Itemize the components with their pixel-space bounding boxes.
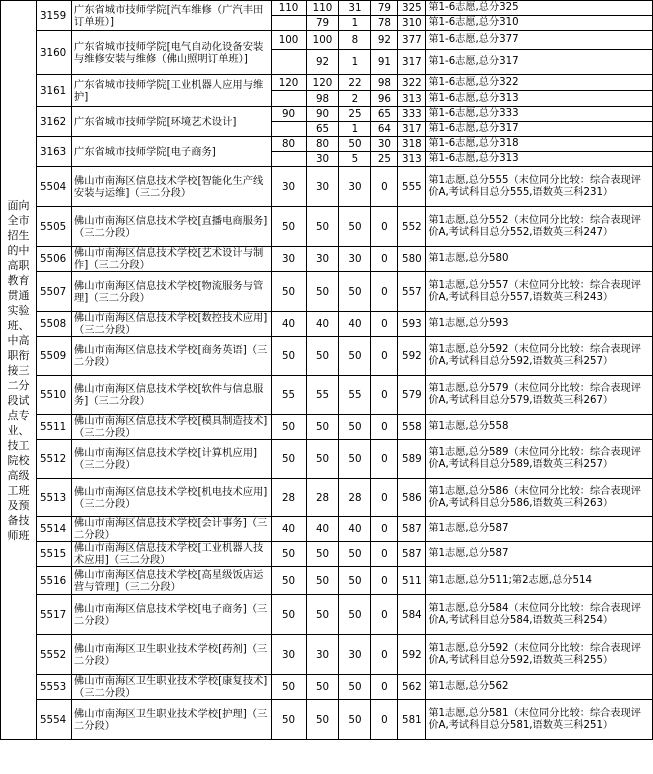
rank-count: 25	[339, 107, 371, 122]
admission-note: 第1志愿,总分587	[426, 542, 653, 567]
plan-count: 28	[271, 479, 306, 517]
plan-count: 50	[271, 595, 306, 635]
admission-note: 第1-6志愿,总分317	[426, 50, 653, 75]
program-code: 5512	[36, 440, 71, 479]
table-row	[1, 207, 653, 247]
admission-note: 第1志愿,总分584（末位同分比较：综合表现评价A,考试科目总分584,语数英三科254）	[426, 595, 653, 635]
remain-count: 0	[371, 415, 398, 440]
min-score: 579	[398, 376, 426, 415]
category-cell: 面向全市招生的中高职教育贯通实验班、中高职衔接三二分段试点专业、技工院校高级工班及预备技师班	[1, 1, 37, 740]
program-name: 广东省城市技师学院[电气自动化设备安装与维修安装与维修（佛山照明订单班）]	[71, 31, 271, 75]
table-row	[1, 1, 653, 16]
program-name: 广东省城市技师学院[汽车维修（广汽丰田订单班）]	[71, 1, 271, 31]
program-code: 3162	[36, 107, 71, 137]
admission-note: 第1-6志愿,总分310	[426, 16, 653, 31]
remain-count: 0	[371, 675, 398, 700]
min-score: 313	[398, 152, 426, 167]
admit-count: 79	[306, 16, 339, 31]
table-row	[1, 107, 653, 122]
remain-count: 0	[371, 272, 398, 312]
admit-count: 50	[306, 567, 339, 595]
program-name: 佛山市南海区卫生职业技术学校[药剂]（三二分段）	[71, 635, 271, 675]
plan-count: 80	[271, 137, 306, 152]
min-score: 592	[398, 635, 426, 675]
program-code: 5504	[36, 167, 71, 207]
admit-count: 50	[306, 272, 339, 312]
min-score: 580	[398, 247, 426, 272]
table-row	[1, 75, 653, 91]
admit-count: 40	[306, 517, 339, 542]
admission-note: 第1志愿,总分581（末位同分比较：综合表现评价A,考试科目总分581,语数英三科251）	[426, 700, 653, 740]
table-row	[1, 517, 653, 542]
plan-count: 100	[271, 31, 306, 50]
remain-count: 0	[371, 635, 398, 675]
remain-count: 0	[371, 479, 398, 517]
plan-count: 110	[271, 1, 306, 16]
min-score: 557	[398, 272, 426, 312]
admission-note: 第1志愿,总分552（末位同分比较：综合表现评价A,考试科目总分552,语数英三科247）	[426, 207, 653, 247]
program-code: 5554	[36, 700, 71, 740]
table-row	[1, 247, 653, 272]
admission-note: 第1志愿,总分557（末位同分比较：综合表现评价A,考试科目总分557,语数英三科243）	[426, 272, 653, 312]
remain-count: 0	[371, 440, 398, 479]
remain-count: 96	[371, 91, 398, 107]
remain-count: 0	[371, 337, 398, 376]
min-score: 310	[398, 16, 426, 31]
remain-count: 98	[371, 75, 398, 91]
admit-count: 30	[306, 247, 339, 272]
min-score: 589	[398, 440, 426, 479]
plan-count: 30	[271, 247, 306, 272]
plan-count	[271, 91, 306, 107]
program-code: 3160	[36, 31, 71, 75]
program-name: 佛山市南海区卫生职业技术学校[护理]（三二分段）	[71, 700, 271, 740]
rank-count: 5	[339, 152, 371, 167]
min-score: 581	[398, 700, 426, 740]
admit-count: 100	[306, 31, 339, 50]
admission-note: 第1志愿,总分580	[426, 247, 653, 272]
min-score: 511	[398, 567, 426, 595]
program-code: 5515	[36, 542, 71, 567]
admission-note: 第1志愿,总分592（末位同分比较：综合表现评价A,考试科目总分592,语数英三科257）	[426, 337, 653, 376]
plan-count: 50	[271, 542, 306, 567]
plan-count: 50	[271, 415, 306, 440]
admit-count: 30	[306, 152, 339, 167]
min-score: 325	[398, 1, 426, 16]
min-score: 333	[398, 107, 426, 122]
program-code: 5508	[36, 312, 71, 337]
program-name: 佛山市南海区信息技术学校[软件与信息服务]（三二分段）	[71, 376, 271, 415]
min-score: 322	[398, 75, 426, 91]
admission-note: 第1-6志愿,总分317	[426, 122, 653, 137]
remain-count: 0	[371, 700, 398, 740]
program-name: 佛山市南海区信息技术学校[电子商务]（三二分段）	[71, 595, 271, 635]
plan-count: 30	[271, 167, 306, 207]
program-code: 3163	[36, 137, 71, 167]
remain-count: 0	[371, 376, 398, 415]
program-code: 5553	[36, 675, 71, 700]
remain-count: 25	[371, 152, 398, 167]
min-score: 377	[398, 31, 426, 50]
rank-count: 50	[339, 415, 371, 440]
min-score: 593	[398, 312, 426, 337]
program-name: 佛山市南海区信息技术学校[工业机器人技术应用]（三二分段）	[71, 542, 271, 567]
program-code: 5513	[36, 479, 71, 517]
table-row	[1, 567, 653, 595]
program-code: 5505	[36, 207, 71, 247]
admit-count: 28	[306, 479, 339, 517]
rank-count: 50	[339, 337, 371, 376]
rank-count: 50	[339, 542, 371, 567]
admit-count: 110	[306, 1, 339, 16]
admit-count: 30	[306, 167, 339, 207]
rank-count: 1	[339, 16, 371, 31]
admit-count: 55	[306, 376, 339, 415]
table-row	[1, 312, 653, 337]
program-code: 5552	[36, 635, 71, 675]
table-row	[1, 167, 653, 207]
plan-count	[271, 16, 306, 31]
program-name: 广东省城市技师学院[电子商务]	[71, 137, 271, 167]
admission-note: 第1志愿,总分592（末位同分比较：综合表现评价A,考试科目总分592,语数英三科255）	[426, 635, 653, 675]
table-row	[1, 376, 653, 415]
admission-note: 第1志愿,总分555（末位同分比较：综合表现评价A,考试科目总分555,语数英三科231）	[426, 167, 653, 207]
program-name: 广东省城市技师学院[环境艺术设计]	[71, 107, 271, 137]
remain-count: 0	[371, 542, 398, 567]
table-row	[1, 595, 653, 635]
table-row	[1, 31, 653, 50]
admission-note: 第1志愿,总分558	[426, 415, 653, 440]
rank-count: 50	[339, 207, 371, 247]
plan-count: 50	[271, 675, 306, 700]
program-name: 佛山市南海区卫生职业技术学校[康复技术]（三二分段）	[71, 675, 271, 700]
admit-count: 65	[306, 122, 339, 137]
admission-note: 第1-6志愿,总分333	[426, 107, 653, 122]
admission-note: 第1-6志愿,总分322	[426, 75, 653, 91]
plan-count: 120	[271, 75, 306, 91]
remain-count: 78	[371, 16, 398, 31]
remain-count: 0	[371, 517, 398, 542]
plan-count: 50	[271, 207, 306, 247]
admission-note: 第1志愿,总分587	[426, 517, 653, 542]
admission-note: 第1志愿,总分579（末位同分比较：综合表现评价A,考试科目总分579,语数英三科267）	[426, 376, 653, 415]
table-row	[1, 440, 653, 479]
plan-count	[271, 122, 306, 137]
rank-count: 28	[339, 479, 371, 517]
remain-count: 0	[371, 167, 398, 207]
remain-count: 0	[371, 247, 398, 272]
program-name: 佛山市南海区信息技术学校[机电技术应用]（三二分段）	[71, 479, 271, 517]
program-name: 佛山市南海区信息技术学校[计算机应用]（三二分段）	[71, 440, 271, 479]
min-score: 318	[398, 137, 426, 152]
program-code: 5509	[36, 337, 71, 376]
admission-note: 第1志愿,总分562	[426, 675, 653, 700]
program-code: 3161	[36, 75, 71, 107]
plan-count: 55	[271, 376, 306, 415]
rank-count: 2	[339, 91, 371, 107]
rank-count: 55	[339, 376, 371, 415]
admit-count: 50	[306, 700, 339, 740]
program-name: 佛山市南海区信息技术学校[模具制造技术]（三二分段）	[71, 415, 271, 440]
table-row	[1, 635, 653, 675]
rank-count: 8	[339, 31, 371, 50]
rank-count: 50	[339, 700, 371, 740]
plan-count: 90	[271, 107, 306, 122]
program-name: 佛山市南海区信息技术学校[高星级饭店运营与管理]（三二分段）	[71, 567, 271, 595]
program-name: 佛山市南海区信息技术学校[直播电商服务]（三二分段）	[71, 207, 271, 247]
remain-count: 92	[371, 31, 398, 50]
table-row	[1, 415, 653, 440]
rank-count: 50	[339, 272, 371, 312]
table-row	[1, 542, 653, 567]
plan-count: 30	[271, 635, 306, 675]
rank-count: 50	[339, 595, 371, 635]
min-score: 558	[398, 415, 426, 440]
admission-note: 第1志愿,总分589（末位同分比较：综合表现评价A,考试科目总分589,语数英三科257）	[426, 440, 653, 479]
min-score: 317	[398, 50, 426, 75]
program-code: 5507	[36, 272, 71, 312]
plan-count	[271, 152, 306, 167]
min-score: 552	[398, 207, 426, 247]
program-name: 佛山市南海区信息技术学校[商务英语]（三二分段）	[71, 337, 271, 376]
admit-count: 120	[306, 75, 339, 91]
admit-count: 50	[306, 440, 339, 479]
program-code: 5510	[36, 376, 71, 415]
plan-count: 50	[271, 567, 306, 595]
table-row	[1, 700, 653, 740]
admission-note: 第1志愿,总分511;第2志愿,总分514	[426, 567, 653, 595]
admit-count: 50	[306, 337, 339, 376]
remain-count: 0	[371, 595, 398, 635]
admission-note: 第1志愿,总分593	[426, 312, 653, 337]
min-score: 587	[398, 542, 426, 567]
admit-count: 80	[306, 137, 339, 152]
plan-count	[271, 50, 306, 75]
admit-count: 50	[306, 595, 339, 635]
program-code: 5506	[36, 247, 71, 272]
admit-count: 50	[306, 675, 339, 700]
rank-count: 31	[339, 1, 371, 16]
rank-count: 22	[339, 75, 371, 91]
program-code: 5514	[36, 517, 71, 542]
table-row	[1, 479, 653, 517]
plan-count: 40	[271, 312, 306, 337]
admission-note: 第1-6志愿,总分377	[426, 31, 653, 50]
program-name: 佛山市南海区信息技术学校[艺术设计与制作]（三二分段）	[71, 247, 271, 272]
plan-count: 50	[271, 700, 306, 740]
admit-count: 50	[306, 207, 339, 247]
admit-count: 40	[306, 312, 339, 337]
remain-count: 0	[371, 207, 398, 247]
program-name: 佛山市南海区信息技术学校[物流服务与管理]（三二分段）	[71, 272, 271, 312]
rank-count: 1	[339, 50, 371, 75]
rank-count: 50	[339, 137, 371, 152]
remain-count: 65	[371, 107, 398, 122]
min-score: 584	[398, 595, 426, 635]
program-code: 5516	[36, 567, 71, 595]
rank-count: 30	[339, 247, 371, 272]
rank-count: 30	[339, 635, 371, 675]
admission-note: 第1-6志愿,总分318	[426, 137, 653, 152]
admission-note: 第1-6志愿,总分325	[426, 1, 653, 16]
admit-count: 50	[306, 542, 339, 567]
admission-note: 第1-6志愿,总分313	[426, 152, 653, 167]
admission-note: 第1志愿,总分586（末位同分比较：综合表现评价A,考试科目总分586,语数英三科263）	[426, 479, 653, 517]
min-score: 586	[398, 479, 426, 517]
rank-count: 1	[339, 122, 371, 137]
table-row	[1, 272, 653, 312]
plan-count: 50	[271, 272, 306, 312]
table-body	[1, 1, 653, 740]
table-row	[1, 337, 653, 376]
admit-count: 50	[306, 415, 339, 440]
min-score: 562	[398, 675, 426, 700]
remain-count: 0	[371, 567, 398, 595]
program-code: 5511	[36, 415, 71, 440]
table-row	[1, 137, 653, 152]
remain-count: 91	[371, 50, 398, 75]
program-name: 佛山市南海区信息技术学校[会计事务]（三二分段）	[71, 517, 271, 542]
min-score: 592	[398, 337, 426, 376]
admission-note: 第1-6志愿,总分313	[426, 91, 653, 107]
plan-count: 40	[271, 517, 306, 542]
program-code: 5517	[36, 595, 71, 635]
plan-count: 50	[271, 337, 306, 376]
remain-count: 0	[371, 312, 398, 337]
admit-count: 30	[306, 635, 339, 675]
program-name: 佛山市南海区信息技术学校[数控技术应用]（三二分段）	[71, 312, 271, 337]
admit-count: 98	[306, 91, 339, 107]
min-score: 555	[398, 167, 426, 207]
rank-count: 50	[339, 440, 371, 479]
rank-count: 40	[339, 312, 371, 337]
rank-count: 40	[339, 517, 371, 542]
min-score: 587	[398, 517, 426, 542]
program-code: 3159	[36, 1, 71, 31]
rank-count: 50	[339, 567, 371, 595]
min-score: 317	[398, 122, 426, 137]
plan-count: 50	[271, 440, 306, 479]
remain-count: 30	[371, 137, 398, 152]
remain-count: 64	[371, 122, 398, 137]
rank-count: 50	[339, 675, 371, 700]
table-row	[1, 675, 653, 700]
program-name: 广东省城市技师学院[工业机器人应用与维护]	[71, 75, 271, 107]
rank-count: 30	[339, 167, 371, 207]
remain-count: 79	[371, 1, 398, 16]
admit-count: 90	[306, 107, 339, 122]
admit-count: 92	[306, 50, 339, 75]
min-score: 313	[398, 91, 426, 107]
program-name: 佛山市南海区信息技术学校[智能化生产线安装与运维]（三二分段）	[71, 167, 271, 207]
